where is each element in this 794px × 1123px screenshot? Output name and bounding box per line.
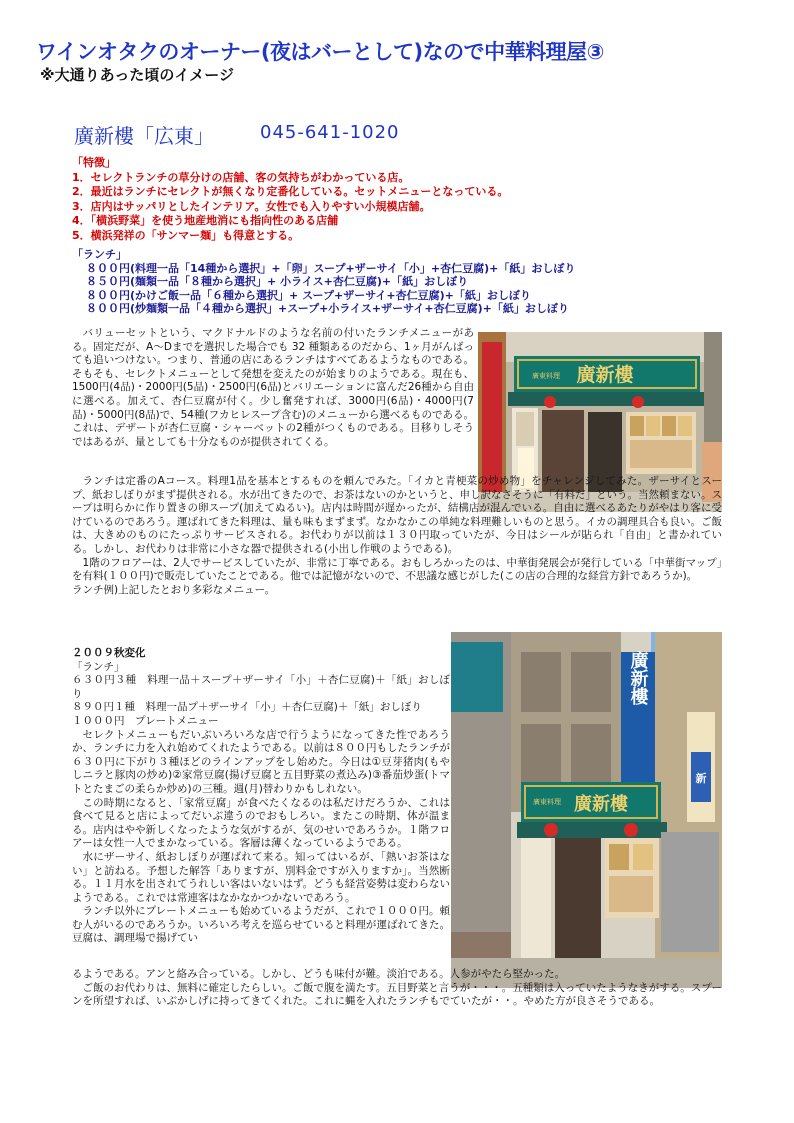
photo1-sign-text: 廣新樓 bbox=[576, 364, 634, 386]
body-text: ランチは定番のAコース。料理1品を基本とするものを頼んでみた。「イカと青梗菜の炒め物」をチャレンジしてみた。ザーサイとスープ、紙おしぼりがまず提供される。水が出てきたので、お茶はないのかというと、申し訳なさそうに「有料だ」という。当然頼まない。スープは明らかに作り置きの卵スープ(加えてぬるい)。店内は時間が遅かったが、結構店が混んでいる。自由に選べるあたりがやはり客に受けているのであろう。運ばれてきた料理は、量も味もまずまず。なかなかこの単純な料理難しいものと思う。イカの調理具合も良い。ご飯は、大きめのものにたっぷりサービスされる。お代わりが以前は１３０円取っていたが、今日はシールが貼られ「自由」と書かれている。しかし、お代わりは非常に小さな器で提供される(小出し作戦のようである)。 bbox=[72, 475, 722, 555]
body-text: セレクトメニューもだいぶいろいろな店で行うようになってきた性であろうか、ランチに力を入れ始めてくれたようである。以前は８００円もしたランチが６３０円に下がり３種ほどのラインアップをし始めた。今日は①豆芽猪肉(もやしニラと豚肉の炒め)②家常豆腐(揚げ豆腐と五目野菜の煮込み)③番茄炒蛋(トマトとたまごの柔らか炒め)の三種。週(月)替わりかもしれない。 bbox=[72, 728, 450, 795]
review-paragraph-3 bbox=[72, 647, 450, 946]
shop-phone: 045-641-1020 bbox=[260, 122, 400, 143]
photo2-vertical-sign: 廣新樓 bbox=[627, 651, 649, 705]
body-text: ランチ以外にプレートメニューも始めているようだが、これで１０００円。頼む人がいるのであろうか。いろいろ考えを巡らせていると料理が運ばれてきた。豆腐は、調理場で揚げてい bbox=[72, 905, 450, 945]
review-paragraph-4 bbox=[72, 968, 722, 1009]
feature-item: 2．最近はランチにセレクトが無くなり定番化している。セットメニューとなっている。 bbox=[72, 185, 509, 198]
lunch-heading: 「ランチ」 bbox=[72, 248, 127, 261]
body-text: 水にザーサイ、紙おしぼりが運ばれて来る。知ってはいるが、「熱いお茶はない」と訪ねる。予想した解答「ありますが、別料金ですが入りますか」。当然断る。１１月水を出されてうれしい客はいないはず。どうも経営姿勢は変わらないようである。これでは常連客はなかなかつかないであろう。 bbox=[72, 850, 450, 904]
body-text: ランチ例)上記したとおり多彩なメニュー。 bbox=[72, 583, 276, 596]
restaurant-street-photo bbox=[451, 632, 722, 988]
menu-line: １０００円 プレートメニュー bbox=[72, 714, 219, 727]
photo2-sign-text: 廣新樓 bbox=[574, 794, 628, 815]
menu-line: ８９０円１種 料理一品プ＋ザーサイ「小」＋杏仁豆腐)＋「紙」おしぼり bbox=[72, 701, 422, 714]
page-title: ワインオタクのオーナー(夜はバーとして)なので中華料理屋③ bbox=[36, 40, 604, 64]
lunch-item: ８００円(料理一品「14種から選択」+「卵」スープ+ザーサイ「小」+杏仁豆腐)+「紙」おしぼり bbox=[86, 261, 576, 275]
lunch-item: ８００円(かけご飯一品「６種から選択」+ スープ+ザーサイ+杏仁豆腐)+「紙」おしぼり bbox=[86, 288, 531, 302]
body-text: この時期になると、「家常豆腐」が食べたくなるのは私だけだろうか、これは食べて見ると店によってだいぶ違うのでおもしろい。またこの時期、体が温まる。店内はやや新しくなったような気がするが、気のせいであろうか。１階フロアーは女性一人でまかなっている。客層は薄くなっているようである。 bbox=[72, 796, 450, 850]
photo2-sign-sub: 廣東料理 bbox=[533, 798, 561, 806]
photo1-sign-sub: 廣東料理 bbox=[532, 372, 560, 380]
feature-item: 4．「横浜野菜」を使う地産地消にも指向性のある店舗 bbox=[72, 214, 339, 227]
page-subtitle: ※大通りあった頃のイメージ bbox=[40, 66, 234, 84]
shop-name: 廣新樓「広東」 bbox=[74, 124, 214, 148]
lunch-item: ８５０円(麺類一品「８種から選択」+ 小ライス+杏仁豆腐)+「紙」おしぼり bbox=[86, 275, 469, 288]
body-text: バリューセットという、マクドナルドのような名前の付いたランチメニューがある。固定だが、A～Dまでを選択した場合でも 32 種類あるのだから、1ヶ月がんばっても追いつけない。つまり、普通の店にあるランチはすべてあるようなものである。そもそも、セレクトメニューとして発想を変えたのが始まりのようである。現在も、1500円(4品)・2000円(5品)・2500円(6品)とバリエーションに富んだ26種から自由に選べる。加えて、杏仁豆腐が付く。少し奮発すれば、3000円(6品)・4000円(7品)・5000円(8品)で、54種(フカヒレスープ含む)のメニューから選べるものである。これは、デザートが杏仁豆腐・シャーベットの2種がつくものである。目移りしそうではあるが、量としても十分なものが提供されてくる。 bbox=[72, 327, 474, 448]
menu-line: ６３０円３種 料理一品＋スープ＋ザーサイ「小」＋杏仁豆腐)＋「紙」おしぼり bbox=[72, 674, 450, 700]
feature-item: 3．店内はサッパリとしたインテリア。女性でも入りやすい小規模店舗。 bbox=[72, 199, 431, 213]
photo2-side-sign: 新 bbox=[695, 772, 707, 785]
lunch-section bbox=[72, 248, 752, 316]
body-text: るようである。アンと絡み合っている。しかし、どうも味付が難。淡泊である。人参がやたら堅かった。 bbox=[72, 968, 566, 980]
feature-item: 5．横浜発祥の「サンマー麺」も得意とする。 bbox=[72, 228, 300, 242]
body-text: 1階のフロアーは、2人でサービスしていたが、非常に丁寧である。おもしろかったのは、中華街発展会が発行している「中華街マップ」を有料(１００円)で販売していたことである。他では記憶がないので、不思議な感じがした(この店の合理的な経営方針であろうか)。 bbox=[72, 556, 722, 583]
section-heading: ２００９秋変化 bbox=[72, 647, 146, 659]
body-text: ご飯のお代わりは、無料に確定したらしい。ご飯で腹を満たす。五目野菜と言うが・・・。五種類は入っていたようなきがする。スプーンを所望すれば、いぶかしげに持ってきてくれた。これに蝿を入れたランチもでていたが・・。やめた方が良さそうである。 bbox=[72, 981, 722, 1008]
lunch-item: ８００円(炒麺類一品「４種から選択」+スープ+小ライス+ザーサイ+杏仁豆腐)+「紙」おしぼり bbox=[86, 302, 569, 315]
review-paragraph-2 bbox=[72, 475, 722, 597]
review-paragraph-1 bbox=[72, 327, 474, 449]
feature-item: 1．セレクトランチの草分けの店舗、客の気持ちがわかっている店。 bbox=[72, 170, 410, 184]
lunch-heading-2009: 「ランチ」 bbox=[72, 660, 125, 673]
features-heading: 「特徴」 bbox=[72, 156, 116, 169]
features-section bbox=[72, 156, 712, 243]
